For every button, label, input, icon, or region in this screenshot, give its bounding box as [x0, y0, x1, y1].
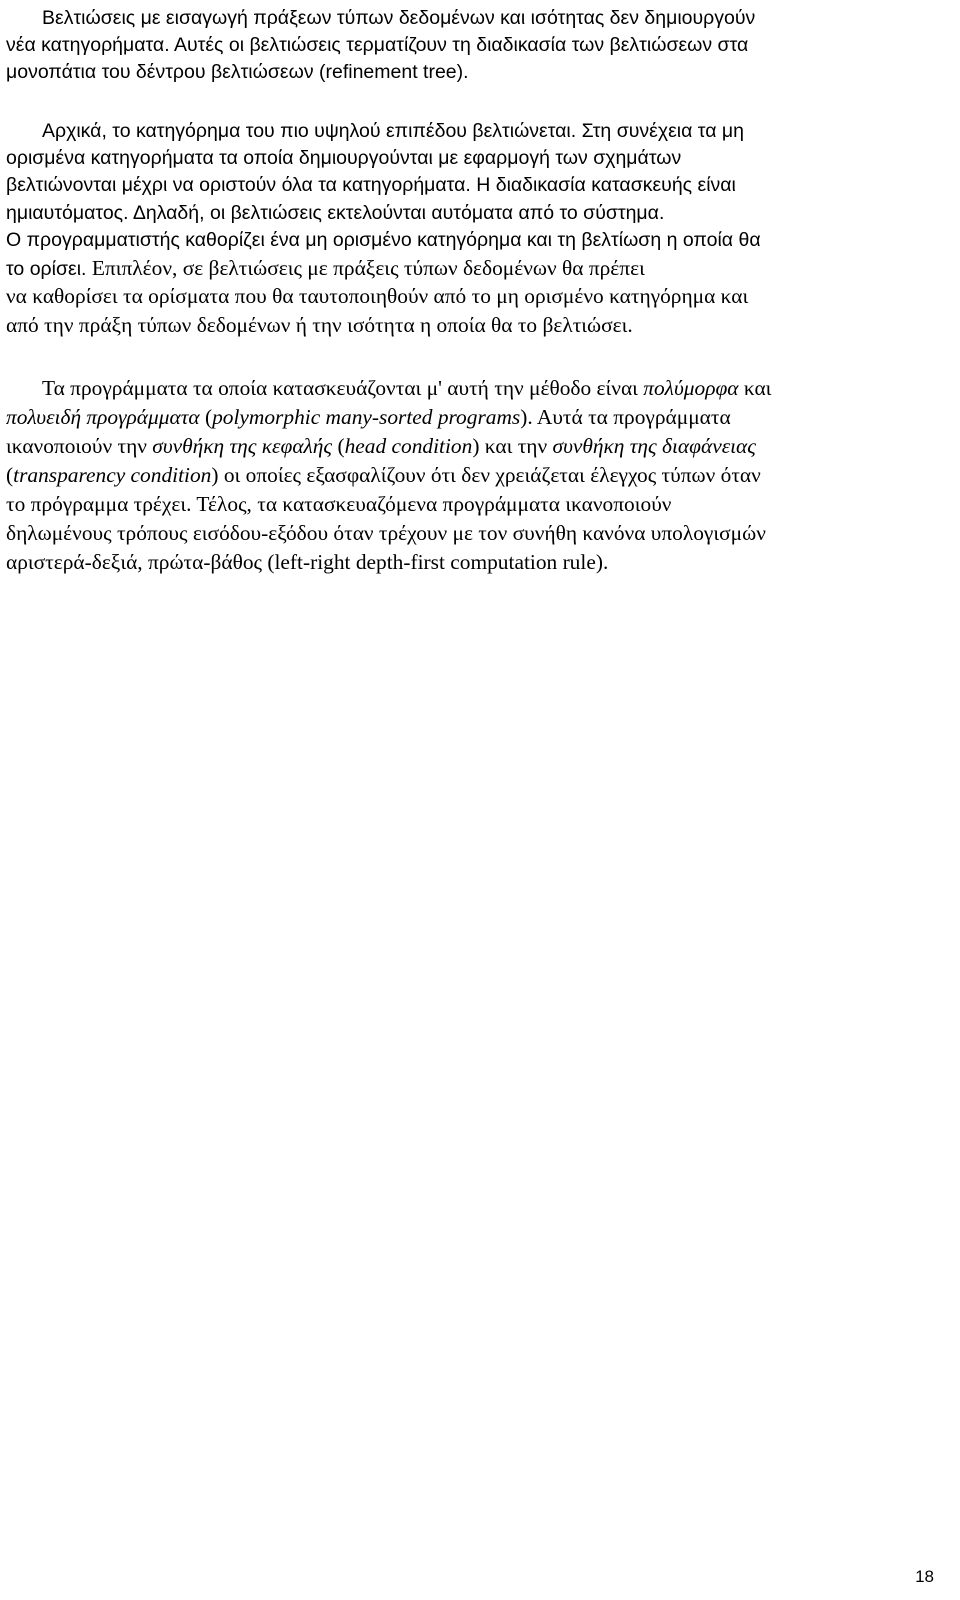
- polymorphic-term: πολύμορφα: [643, 376, 739, 400]
- paragraph2-line7: να καθορίσει τα ορίσματα που θα ταυτοποιηθούν από το μη ορισμένο κατηγόρημα και: [6, 284, 749, 308]
- paragraph3-line4-paren: (: [6, 463, 14, 487]
- paragraph3-line6: δηλωμένους τρόπους εισόδου-εξόδου όταν τρέχουν με τον συνήθη κανόνα υπολογισμών: [6, 521, 766, 545]
- paragraph3-line1: [42, 374, 771, 403]
- paragraph3-line1-text: Τα προγράμματα τα οποία κατασκευάζονται μ' αυτή την μέθοδο είναι: [42, 376, 644, 400]
- paragraph2-line6-start: το ορίσει.: [6, 258, 92, 280]
- page-number: 18: [915, 1567, 934, 1586]
- paragraph3-line3-mid: ) και την: [472, 434, 553, 458]
- head-condition-greek-term: συνθήκη της κεφαλής: [152, 434, 333, 458]
- paragraph2-line8: από την πράξη τύπων δεδομένων ή την ισότητα η οποία θα το βελτιώσει.: [6, 313, 633, 337]
- transparency-greek-term: συνθήκη της διαφάνειας: [552, 434, 756, 458]
- paragraph1-line2: νέα κατηγορήματα. Αυτές οι βελτιώσεις τερματίζουν τη διαδικασία των βελτιώσεων στα: [6, 34, 749, 56]
- paragraph3-line4: [6, 461, 761, 490]
- transparency-condition-term: transparency condition: [13, 463, 212, 487]
- paragraph3-line4-end: ) οι οποίες εξασφαλίζουν ότι δεν χρειάζεται έλεγχος τύπων όταν: [211, 463, 761, 487]
- paragraph3-line3-paren: (: [332, 434, 345, 458]
- paragraph3-line2-end: ). Αυτά τα προγράμματα: [520, 405, 731, 429]
- polymorphic-many-sorted-term: polymorphic many-sorted programs: [212, 405, 521, 429]
- paragraph3-line3: [6, 432, 756, 461]
- paragraph2-line6: [6, 254, 645, 283]
- paragraph3-line5: το πρόγραμμα τρέχει. Τέλος, τα κατασκευαζόμενα προγράμματα ικανοποιούν: [6, 492, 672, 516]
- paragraph1-line3: μονοπάτια του δέντρου βελτιώσεων (refinement tree).: [6, 61, 469, 83]
- paragraph1-line1: Βελτιώσεις με εισαγωγή πράξεων τύπων δεδομένων και ισότητας δεν δημιουργούν: [42, 7, 756, 29]
- paragraph2-line4: ημιαυτόματος. Δηλαδή, οι βελτιώσεις εκτελούνται αυτόματα από το σύστημα.: [6, 202, 665, 224]
- paragraph3-line2-paren: (: [199, 405, 213, 429]
- paragraph2-line1: Αρχικά, το κατηγόρημα του πιο υψηλού επιπέδου βελτιώνεται. Στη συνέχεια τα μη: [42, 120, 744, 142]
- paragraph3-line3-text: ικανοποιούν την: [6, 434, 153, 458]
- head-condition-term: head condition: [344, 434, 473, 458]
- paragraph2-line2: ορισμένα κατηγορήματα τα οποία δημιουργούνται με εφαρμογή των σχημάτων: [6, 147, 682, 169]
- polyeidi-term: πολυειδή προγράμματα: [6, 405, 200, 429]
- paragraph3-line7: αριστερά-δεξιά, πρώτα-βάθος (left-right depth-first computation rule).: [6, 550, 609, 574]
- paragraph3-line2: [6, 403, 731, 432]
- paragraph2-line5: Ο προγραμματιστής καθορίζει ένα μη ορισμένο κατηγόρημα και τη βελτίωση η οποία θα: [6, 229, 761, 251]
- paragraph3-line1-end: και: [738, 376, 772, 400]
- paragraph2-line6-end: Επιπλέον, σε βελτιώσεις με πράξεις τύπων δεδομένων θα πρέπει: [91, 256, 645, 280]
- paragraph2-line3: βελτιώνονται μέχρι να οριστούν όλα τα κατηγορήματα. Η διαδικασία κατασκευής είναι: [6, 174, 736, 196]
